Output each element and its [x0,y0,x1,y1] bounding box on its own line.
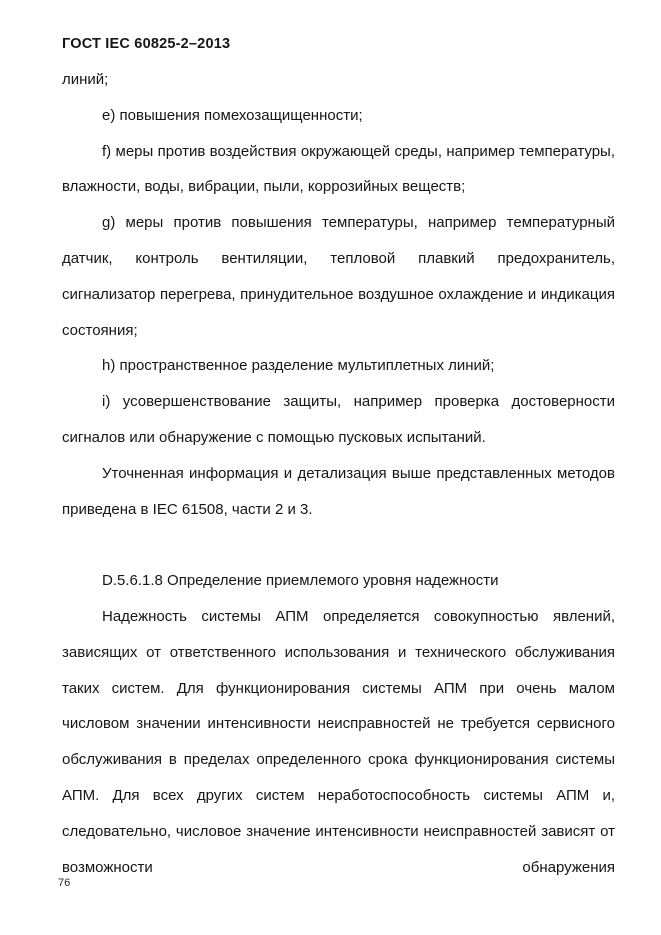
document-header: ГОСТ IEC 60825-2–2013 [62,36,231,52]
paragraph: g) меры против повышения температуры, например температурный датчик, контроль вентиляции, тепловой плавкий предохранитель, сигнализатор перегрева, принудительное воздушное охлаждение и индикация состояния; [62,214,615,339]
paragraph: Надежность системы АПМ определяется совокупностью явлений, зависящих от ответственного использования и технического обслуживания таких систем. Для функционирования системы АПМ при очень малом числовом значении интенсивности неисправностей не требуется сервисного обслуживания в пределах определенного срока функционирования системы АПМ. Для всех других систем неработоспособность системы АПМ и, следовательно, числовое значение интенсивности неисправностей зависят от возможности обнаружения [62,607,615,876]
paragraph: f) меры против воздействия окружающей среды, например температуры, влажности, воды, вибрации, пыли, коррозийных веществ; [62,142,615,196]
paragraph: Уточненная информация и детализация выше представленных методов приведена в IEC 61508, части 2 и 3. [62,464,615,518]
paragraph: h) пространственное разделение мультиплетных линий; [102,357,495,375]
paragraph: i) усовершенствование защиты, например проверка достоверности сигналов или обнаружение с помощью пусковых испытаний. [62,393,615,446]
document-body [62,62,615,885]
paragraph: линий; [62,71,109,88]
page-number: 76 [58,877,71,889]
paragraph: e) повышения помехозащищенности; [102,106,363,124]
section-heading: D.5.6.1.8 Определение приемлемого уровня надежности [102,572,499,590]
